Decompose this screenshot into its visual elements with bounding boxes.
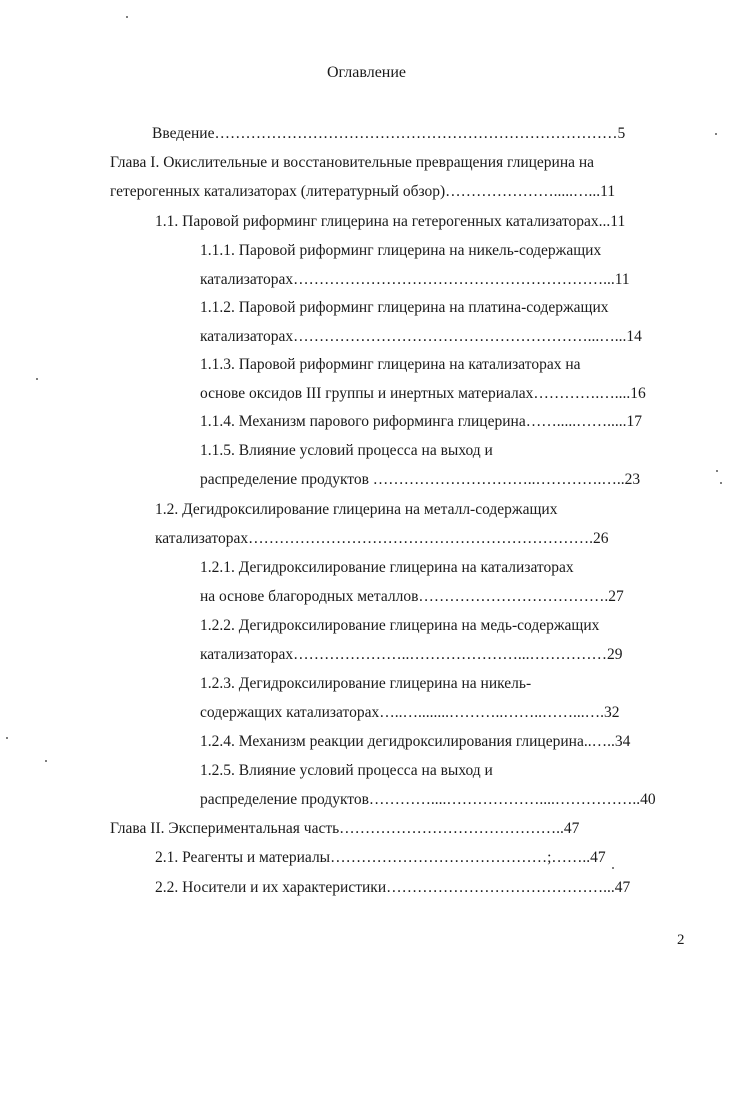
toc-entry-chapter-1: Глава I. Окислительные и восстановительные превращения глицерина на: [110, 154, 595, 171]
toc-entry-2-2: 2.2. Носители и их характеристики……………………………………...47: [155, 879, 631, 896]
scan-speck: [715, 133, 717, 135]
scan-speck: [36, 378, 38, 380]
toc-entry-chapter-2: Глава II. Экспериментальная часть……………………………………..47: [110, 820, 580, 837]
toc-entry-1-1-5: 1.1.5. Влияние условий процесса на выход и: [200, 442, 493, 459]
toc-entry-2-1: 2.1. Реагенты и материалы……………………………………;……..47: [155, 849, 606, 866]
toc-entry-1-2-2: 1.2.2. Дегидроксилирование глицерина на медь-содержащих: [200, 617, 600, 634]
toc-entry-1-2-3-cont: содержащих катализаторах…..…........………..……..……...….32: [200, 704, 620, 721]
toc-entry-1-2-4: 1.2.4. Механизм реакции дегидроксилирования глицерина..…..34: [200, 733, 631, 750]
toc-entry-1-2-1-cont: на основе благородных металлов……………………………….27: [200, 588, 624, 605]
toc-entry-1-2-3: 1.2.3. Дегидроксилирование глицерина на никель-: [200, 675, 532, 692]
toc-entry-1-2-cont: катализаторах………………………………………………………….26: [155, 530, 609, 547]
scan-speck: [720, 482, 722, 484]
toc-entry-1-2-2-cont: катализаторах…………………..…………………...……………29: [200, 646, 623, 663]
scan-speck: [126, 16, 128, 18]
page-title: Оглавление: [326, 64, 407, 81]
toc-entry-chapter-1-cont: гетерогенных катализаторах (литературный обзор)………………….....…...11: [110, 183, 616, 200]
scan-speck: [6, 737, 8, 739]
toc-entry-1-1-4: 1.1.4. Механизм парового риформинга глицерина…….....…….....17: [200, 413, 642, 430]
scan-speck: [45, 760, 47, 762]
page-number: 2: [677, 932, 685, 948]
scan-speck: [716, 470, 718, 472]
toc-entry-introduction: Введение……………………………………………………………………5: [152, 125, 626, 142]
toc-entry-1-1-2: 1.1.2. Паровой риформинг глицерина на платина-содержащих: [200, 299, 609, 316]
toc-entry-1-2-5-cont: распределение продуктов…………....………………....……………..40: [200, 791, 656, 808]
toc-entry-1-1-1: 1.1.1. Паровой риформинг глицерина на никель-содержащих: [200, 242, 602, 259]
toc-entry-1-2-1: 1.2.1. Дегидроксилирование глицерина на катализаторах: [200, 559, 574, 576]
toc-entry-1-1-1-cont: катализаторах……………………………………………………...11: [200, 271, 630, 288]
toc-entry-1-1-2-cont: катализаторах…………………………………………………...…...14: [200, 328, 642, 345]
toc-entry-1-1: 1.1. Паровой риформинг глицерина на гетерогенных катализаторах...11: [155, 213, 626, 230]
toc-entry-1-1-3: 1.1.3. Паровой риформинг глицерина на катализаторах на: [200, 356, 581, 373]
toc-entry-1-2-5: 1.2.5. Влияние условий процесса на выход и: [200, 762, 493, 779]
toc-entry-1-2: 1.2. Дегидроксилирование глицерина на металл-содержащих: [155, 501, 558, 518]
toc-entry-1-1-5-cont: распределение продуктов …………………………..………….…..23: [200, 471, 641, 488]
toc-entry-1-1-3-cont: основе оксидов III группы и инертных материалах………….…....16: [200, 385, 646, 402]
scan-speck: [612, 867, 614, 869]
